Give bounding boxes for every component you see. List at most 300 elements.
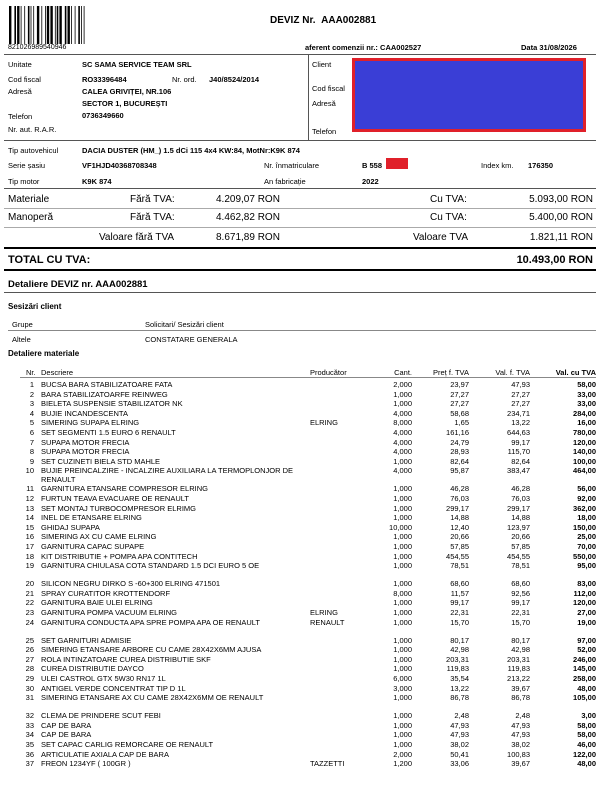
cell-val: 100,83 (507, 749, 530, 759)
table-row (4, 466, 596, 485)
cell-val-cu-tva: 105,00 (573, 693, 596, 703)
cell-val-cu-tva: 3,00 (581, 711, 596, 721)
index-km-label: Index km. (481, 161, 514, 170)
cell-pret: 203,31 (446, 654, 469, 664)
cell-val: 644,63 (507, 428, 530, 437)
cell-descriere: BIELETA SUSPENSIE STABILIZATOR NK (41, 399, 183, 409)
cell-val-cu-tva: 48,00 (577, 683, 596, 693)
col-producator: Producător (310, 368, 347, 377)
cell-descriere: CAP DE BARA (41, 730, 92, 740)
cell-val: 47,93 (511, 720, 530, 730)
deviz-title: DEVIZ Nr. AAA002881 (270, 15, 377, 26)
cell-producator: RENAULT (310, 617, 345, 627)
cell-pret: 12,40 (450, 522, 469, 532)
cell-val: 99,17 (511, 598, 530, 608)
cell-val-cu-tva: 33,00 (577, 389, 596, 399)
cell-val: 123,97 (507, 522, 530, 532)
cell-nr: 37 (25, 759, 34, 769)
cell-descriere: SUPAPA MOTOR FRECIA (41, 437, 130, 447)
cell-val-cu-tva: 95,00 (577, 561, 596, 571)
table-row (4, 552, 596, 561)
cell-cant: 2,000 (393, 380, 412, 389)
cell-val: 13,22 (511, 418, 530, 428)
cell-descriere: INEL DE ETANSARE ELRING (41, 513, 142, 523)
cell-cant: 1,000 (393, 503, 412, 513)
cell-nr: 32 (25, 711, 34, 721)
cell-val-cu-tva: 52,00 (577, 645, 596, 655)
cell-pret: 11,57 (450, 588, 469, 598)
cell-val: 383,47 (507, 466, 530, 476)
cell-cant: 1,000 (393, 579, 412, 589)
col-val-cu-tva: Val. cu TVA (555, 368, 596, 377)
cell-cant: 4,000 (393, 437, 412, 447)
cell-val-cu-tva: 100,00 (573, 456, 596, 466)
cell-val-cu-tva: 58,00 (577, 380, 596, 389)
valoare-tva-label: Valoare TVA (413, 232, 469, 243)
cell-val-cu-tva: 112,00 (573, 588, 596, 598)
cell-descriere: FREON 1234YF ( 100GR ) (41, 759, 131, 769)
cell-pret: 47,93 (450, 730, 469, 740)
table-row (4, 399, 596, 408)
nr-inmatriculare-value: B 558 (362, 161, 383, 170)
table-row (4, 494, 596, 503)
materiale-label: Materiale (8, 194, 50, 205)
cell-cant: 4,000 (393, 447, 412, 457)
cell-pret: 82,64 (450, 456, 469, 466)
cell-nr: 36 (25, 749, 34, 759)
cell-cant: 1,000 (393, 456, 412, 466)
materiale-cu-tva-label: Cu TVA: (430, 194, 467, 205)
telefon-value: 0736349660 (82, 111, 124, 120)
table-row (4, 380, 596, 389)
cell-descriere: FURTUN TEAVA EVACUARE OE RENAULT (41, 494, 189, 503)
manopera-cu-tva-value: 5.400,00 RON (529, 212, 593, 223)
cell-val: 22,31 (511, 608, 530, 617)
cell-val: 213,22 (507, 674, 530, 683)
cell-descriere: ULEI CASTROL GTX 5W30 RN17 1L (41, 674, 166, 683)
cell-val-cu-tva: 19,00 (577, 617, 596, 627)
materiale-fara-tva-label: Fără TVA: (130, 194, 175, 205)
cell-producator: TAZZETTI (310, 759, 345, 769)
cell-pret: 35,54 (450, 674, 469, 683)
total-cu-tva-label: TOTAL CU TVA: (8, 254, 91, 266)
cell-val-cu-tva: 464,00 (573, 466, 596, 476)
table-row (4, 428, 596, 437)
cell-val: 92,56 (511, 588, 530, 598)
client-telefon-label: Telefon (312, 127, 337, 136)
cell-cant: 2,000 (393, 749, 412, 759)
cell-cant: 4,000 (393, 428, 412, 437)
cell-cant: 4,000 (393, 466, 412, 476)
cell-val-cu-tva: 780,00 (573, 428, 596, 437)
cell-cant: 1,000 (393, 693, 412, 703)
cell-val-cu-tva: 48,00 (577, 759, 596, 769)
cell-val-cu-tva: 120,00 (573, 437, 596, 447)
cell-descriere: BUCSA BARA STABILIZATOARE FATA (41, 380, 173, 389)
telefon-label: Telefon (8, 112, 33, 121)
cell-cant: 3,000 (393, 683, 412, 693)
cell-cant: 8,000 (393, 418, 412, 428)
cell-descriere: SET CUZINETI BIELA STD MAHLE (41, 456, 161, 466)
cell-val: 76,03 (511, 494, 530, 503)
cell-nr: 33 (25, 720, 34, 730)
cell-val: 82,64 (511, 456, 530, 466)
table-row (4, 740, 596, 749)
cell-val: 39,67 (511, 683, 530, 693)
table-row (4, 523, 596, 532)
cell-pret: 13,22 (450, 683, 469, 693)
solicitari-label: Solicitari/ Sesizări client (145, 320, 224, 329)
client-label: Client (312, 60, 332, 69)
table-row (4, 447, 596, 456)
materiale-fara-tva-value: 4.209,07 RON (216, 194, 280, 205)
cell-cant: 10,000 (389, 522, 412, 532)
cell-descriere: SET GARNITURI ADMISIE (41, 635, 132, 645)
cell-cant: 8,000 (393, 588, 412, 598)
cell-descriere: SIMERING SUPAPA ELRING (41, 418, 140, 428)
barcode-number: 821026989540946 (8, 44, 67, 51)
cell-nr: 6 (29, 428, 34, 437)
cell-val: 99,17 (511, 437, 530, 447)
cell-val-cu-tva: 46,00 (577, 740, 596, 749)
manopera-fara-tva-value: 4.462,82 RON (216, 212, 280, 223)
cell-val-cu-tva: 550,00 (573, 551, 596, 561)
cell-val-cu-tva: 92,00 (577, 494, 596, 503)
cell-nr: 15 (25, 522, 34, 532)
cell-val: 68,60 (511, 579, 530, 589)
cell-descriere: BUJIE PREINCALZIRE - INCALZIRE AUXILIARA LA TERMOPLONJOR DE RENAULT (41, 466, 294, 485)
cell-descriere: SUPAPA MOTOR FRECIA (41, 447, 130, 457)
cell-nr: 3 (29, 399, 34, 409)
cell-val: 203,31 (507, 654, 530, 664)
cell-val-cu-tva: 70,00 (577, 542, 596, 551)
manopera-cu-tva-label: Cu TVA: (430, 212, 467, 223)
table-row (4, 721, 596, 730)
total-cu-tva-value: 10.493,00 RON (516, 254, 593, 266)
cell-val: 86,78 (511, 693, 530, 703)
cell-pret: 1,65 (454, 418, 469, 428)
cell-descriere: GARNITURA CONDUCTA APA SPRE POMPA APA OE RENAULT (41, 617, 260, 627)
adresa-line-2: SECTOR 1, BUCUREȘTI (82, 99, 168, 108)
cell-pret: 50,41 (450, 749, 469, 759)
cell-val-cu-tva: 18,00 (577, 513, 596, 523)
unitate-label: Unitate (8, 60, 32, 69)
cell-nr: 11 (26, 484, 34, 494)
cell-cant: 1,000 (393, 654, 412, 664)
cell-cant: 1,000 (393, 598, 412, 608)
valoare-tva-value: 1.821,11 RON (529, 232, 593, 243)
cell-pret: 95,87 (450, 466, 469, 476)
cell-descriere: SET CAPAC CARLIG REMORCARE OE RENAULT (41, 740, 214, 749)
cell-nr: 19 (25, 561, 34, 571)
cell-val: 47,93 (511, 730, 530, 740)
cell-val-cu-tva: 56,00 (577, 484, 596, 494)
cell-producator: ELRING (310, 418, 338, 428)
cell-val-cu-tva: 58,00 (577, 720, 596, 730)
cell-pret: 23,97 (450, 380, 469, 389)
cell-cant: 1,000 (393, 513, 412, 523)
cell-val: 27,27 (511, 389, 530, 399)
cell-pret: 2,48 (454, 711, 469, 721)
table-row (4, 390, 596, 399)
client-redaction-box (352, 58, 586, 132)
cell-pret: 80,17 (450, 635, 469, 645)
cell-nr: 16 (25, 532, 34, 542)
cell-descriere: CUREA DISTRIBUTIE DAYCO (41, 664, 144, 674)
cell-val: 234,71 (507, 408, 530, 418)
cell-cant: 1,000 (393, 389, 412, 399)
cell-descriere: GARNITURA CHIULASA COTA STANDARD 1.5 DCI EURO 5 OE (41, 561, 260, 571)
sesizari-title: Sesizări client (8, 302, 62, 311)
cell-nr: 10 (25, 466, 34, 476)
table-row (4, 693, 596, 702)
col-val: Val. f. TVA (495, 368, 530, 377)
tip-autovehicul-label: Tip autovehicul (8, 146, 59, 155)
cell-descriere: SET SEGMENTI 1.5 EURO 6 RENAULT (41, 428, 176, 437)
cell-nr: 12 (25, 494, 34, 503)
manopera-fara-tva-label: Fără TVA: (130, 212, 175, 223)
cell-pret: 14,88 (450, 513, 469, 523)
cell-val-cu-tva: 362,00 (573, 503, 596, 513)
cell-pret: 68,60 (450, 579, 469, 589)
cell-pret: 42,98 (450, 645, 469, 655)
cell-pret: 38,02 (450, 740, 469, 749)
valoare-fara-tva-label: Valoare fără TVA (99, 232, 175, 243)
table-row (4, 759, 596, 768)
cell-pret: 24,79 (450, 437, 469, 447)
cell-val-cu-tva: 16,00 (577, 418, 596, 428)
tip-motor-label: Tip motor (8, 177, 40, 186)
cell-val-cu-tva: 120,00 (573, 598, 596, 608)
cell-cant: 1,000 (393, 740, 412, 749)
cell-pret: 33,06 (450, 759, 469, 769)
cell-descriere: ROLA INTINZATOARE CUREA DISTRIBUTIE SKF (41, 654, 211, 664)
cell-descriere: GARNITURA BAIE ULEI ELRING (41, 598, 153, 608)
cell-pret: 99,17 (450, 598, 469, 608)
cell-pret: 78,51 (450, 561, 469, 571)
cell-nr: 21 (25, 588, 34, 598)
cell-nr: 28 (25, 664, 34, 674)
table-row (4, 684, 596, 693)
cell-descriere: KIT DISTRIBUTIE + POMPA APA CONTITECH (41, 551, 198, 561)
table-row (4, 664, 596, 673)
cell-nr: 5 (29, 418, 34, 428)
table-row (4, 409, 596, 418)
table-row (4, 457, 596, 466)
cell-pret: 454,55 (446, 551, 469, 561)
cell-val: 20,66 (511, 532, 530, 542)
cell-val: 47,93 (511, 380, 530, 389)
materiale-cu-tva-value: 5.093,00 RON (529, 194, 593, 205)
cell-nr: 30 (25, 683, 34, 693)
cell-val-cu-tva: 150,00 (573, 522, 596, 532)
cell-val: 46,28 (511, 484, 530, 494)
cell-cant: 1,000 (393, 617, 412, 627)
table-row (4, 674, 596, 683)
serie-sasiu-value: VF1HJD40368708348 (82, 161, 157, 170)
cod-fiscal-value: RO33396484 (82, 75, 127, 84)
cell-descriere: SIMERING ETANSARE AX CU CAME 28X42X6MM OE RENAULT (41, 693, 264, 703)
cell-cant: 1,000 (393, 608, 412, 617)
index-km-value: 176350 (528, 161, 554, 170)
plate-redaction (386, 158, 408, 169)
cell-descriere: BUJIE INCANDESCENTA (41, 408, 128, 418)
constatare-value: CONSTATARE GENERALA (145, 335, 238, 344)
cell-nr: 27 (25, 654, 34, 664)
cell-nr: 17 (25, 542, 34, 551)
cell-val-cu-tva: 97,00 (577, 635, 596, 645)
table-header (4, 368, 596, 377)
cell-val-cu-tva: 122,00 (573, 749, 596, 759)
table-row (4, 608, 596, 617)
cell-cant: 1,000 (393, 399, 412, 409)
cell-val: 299,17 (507, 503, 530, 513)
document-date: Data 31/08/2026 (521, 43, 577, 52)
cell-val: 38,02 (511, 740, 530, 749)
serie-sasiu-label: Serie șasiu (8, 161, 46, 170)
cell-cant: 1,000 (393, 730, 412, 740)
table-row (4, 542, 596, 551)
cell-cant: 1,000 (393, 720, 412, 730)
cell-nr: 8 (29, 447, 34, 457)
cell-val-cu-tva: 33,00 (577, 399, 596, 409)
cell-val-cu-tva: 258,00 (573, 674, 596, 683)
cell-val-cu-tva: 27,00 (577, 608, 596, 617)
table-row (4, 750, 596, 759)
cell-val: 454,55 (507, 551, 530, 561)
cell-nr: 34 (25, 730, 34, 740)
cell-pret: 76,03 (450, 494, 469, 503)
cell-nr: 25 (25, 635, 34, 645)
tip-motor-value: K9K 874 (82, 177, 112, 186)
nr-inmatriculare-label: Nr. înmatriculare (264, 161, 320, 170)
cell-nr: 13 (25, 503, 34, 513)
cell-pret: 161,16 (446, 428, 469, 437)
cell-val: 115,70 (507, 447, 530, 457)
aferent-comenzii: aferent comenzii nr.: CAA002527 (305, 43, 422, 52)
cell-val: 119,83 (507, 664, 530, 674)
table-row (4, 636, 596, 645)
cell-cant: 4,000 (393, 408, 412, 418)
cell-nr: 35 (25, 740, 34, 749)
an-fabricatie-label: An fabricație (264, 177, 306, 186)
table-row (4, 589, 596, 598)
nr-ord-value: J40/8524/2014 (209, 75, 260, 84)
table-row (4, 418, 596, 427)
cell-cant: 1,000 (393, 542, 412, 551)
cell-nr: 7 (29, 437, 34, 447)
cell-nr: 22 (25, 598, 34, 608)
cell-nr: 18 (25, 551, 34, 561)
cell-val: 15,70 (511, 617, 530, 627)
cell-descriere: ARTICULATIE AXIALA CAP DE BARA (41, 749, 169, 759)
cell-val: 27,27 (511, 399, 530, 409)
cell-descriere: SPRAY CURATITOR KROTTENDORF (41, 588, 171, 598)
cell-nr: 4 (29, 408, 34, 418)
cell-nr: 2 (29, 389, 34, 399)
table-row (4, 645, 596, 654)
cell-val-cu-tva: 140,00 (573, 447, 596, 457)
barcode (8, 6, 100, 44)
cell-descriere: SILICON NEGRU DIRKO S -60+300 ELRING 471501 (41, 579, 221, 589)
cell-cant: 1,000 (393, 551, 412, 561)
an-fabricatie-value: 2022 (362, 177, 379, 186)
cell-producator: ELRING (310, 608, 338, 617)
cell-pret: 27,27 (450, 399, 469, 409)
cell-pret: 27,27 (450, 389, 469, 399)
cell-nr: 14 (25, 513, 34, 523)
cell-val-cu-tva: 83,00 (577, 579, 596, 589)
cell-val: 2,48 (515, 711, 530, 721)
nr-ord-label: Nr. ord. (172, 75, 197, 84)
cell-pret: 86,78 (450, 693, 469, 703)
cell-val-cu-tva: 284,00 (573, 408, 596, 418)
table-row (4, 598, 596, 607)
cell-descriere: GARNITURA CAPAC SUPAPE (41, 542, 145, 551)
cell-val: 39,67 (511, 759, 530, 769)
cell-val-cu-tva: 145,00 (573, 664, 596, 674)
cell-cant: 6,000 (393, 674, 412, 683)
cell-pret: 58,68 (450, 408, 469, 418)
cell-descriere: GHIDAJ SUPAPA (41, 522, 100, 532)
cell-descriere: GARNITURA ETANSARE COMPRESOR ELRING (41, 484, 208, 494)
cell-cant: 1,000 (393, 532, 412, 542)
cell-descriere: SIMERING ETANSARE ARBORE CU CAME 28X42X6MM AJUSA (41, 645, 262, 655)
materiale-title: Detaliere materiale (8, 349, 80, 358)
table-row (4, 655, 596, 664)
cell-nr: 31 (25, 693, 34, 703)
cell-nr: 24 (25, 617, 34, 627)
cell-cant: 1,000 (393, 645, 412, 655)
cell-descriere: SIMERING AX CU CAME ELRING (41, 532, 157, 542)
cell-pret: 46,28 (450, 484, 469, 494)
cell-pret: 15,70 (450, 617, 469, 627)
cell-pret: 57,85 (450, 542, 469, 551)
rar-label: Nr. aut. R.A.R. (8, 125, 57, 134)
cell-pret: 20,66 (450, 532, 469, 542)
manopera-label: Manoperă (8, 212, 54, 223)
table-row (4, 504, 596, 513)
cell-val-cu-tva: 58,00 (577, 730, 596, 740)
cell-val: 57,85 (511, 542, 530, 551)
grupe-label: Grupe (12, 320, 33, 329)
cell-val-cu-tva: 246,00 (573, 654, 596, 664)
cell-val: 14,88 (511, 513, 530, 523)
col-cant: Cant. (394, 368, 412, 377)
table-row (4, 579, 596, 588)
detaliere-title: Detaliere DEVIZ nr. AAA002881 (8, 279, 148, 290)
cell-cant: 1,000 (393, 635, 412, 645)
cell-nr: 26 (25, 645, 34, 655)
col-descriere: Descriere (41, 368, 74, 377)
col-nr: Nr. (26, 368, 36, 377)
col-pret: Preț f. TVA (433, 368, 469, 377)
client-cod-fiscal-label: Cod fiscal (312, 84, 345, 93)
altele-label: Altele (12, 335, 31, 344)
cell-nr: 1 (29, 380, 34, 389)
cell-descriere: SET MONTAJ TURBOCOMPRESOR ELRIMG (41, 503, 197, 513)
cell-descriere: BARA STABILIZATOARFE REINWEG (41, 389, 168, 399)
cell-pret: 119,83 (446, 664, 469, 674)
unitate-value: SC SAMA SERVICE TEAM SRL (82, 60, 192, 69)
cell-descriere: CAP DE BARA (41, 720, 92, 730)
adresa-label: Adresă (8, 87, 32, 96)
valoare-fara-tva-value: 8.671,89 RON (216, 232, 280, 243)
cell-val-cu-tva: 25,00 (577, 532, 596, 542)
cell-cant: 1,000 (393, 494, 412, 503)
cell-pret: 299,17 (446, 503, 469, 513)
cell-pret: 47,93 (450, 720, 469, 730)
